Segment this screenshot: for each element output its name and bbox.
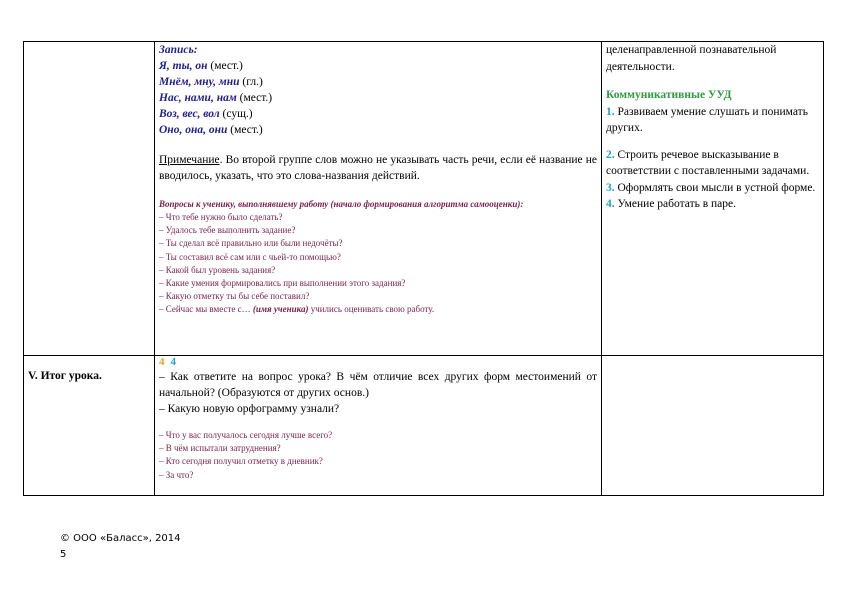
reflection-questions <box>159 429 597 482</box>
list-item: – За что? <box>159 469 194 480</box>
stage-cell: V. Итог урока. <box>24 356 155 496</box>
lesson-table <box>23 41 824 496</box>
list-item: – Какие умения формировались при выполнении этого задания? <box>159 278 406 289</box>
uud-item: 1. Развиваем умение слушать и понимать других. <box>606 105 808 134</box>
uud-block <box>606 42 819 213</box>
record-line: Воз, вес, вол (сущ.) <box>159 108 253 120</box>
questions-title: Вопросы к ученику, выполнявшему работу (начало формирования алгоритма самооценки): <box>159 199 524 209</box>
page-footer <box>60 531 181 563</box>
uud-intro: целенаправленной познавательной деятельности. <box>606 44 777 73</box>
list-item: – В чём испытали затруднения? <box>159 443 281 454</box>
note-text: . Во второй группе слов можно не указывать часть речи, если её название не вводилось, указать, что это слова-названия действий. <box>159 154 597 182</box>
list-item: – Какой был уровень задания? <box>159 264 276 275</box>
questions-list <box>159 211 597 317</box>
record-line: Нас, нами, нам (мест.) <box>159 92 273 104</box>
copyright: © ООО «Баласс», 2014 <box>60 533 181 544</box>
list-item: – Удалось тебе выполнить задание? <box>159 225 296 236</box>
table-row <box>24 356 824 496</box>
page-number: 5 <box>60 549 67 560</box>
uud-item: 3. Оформлять свои мысли в устной форме. <box>606 181 816 194</box>
summary-line: – Как ответите на вопрос урока? В чём отличие всех других форм местоимений от начальной? (Образуются от других основ.) <box>159 371 597 399</box>
list-item: – Ты составил всё сам или с чьей-то помощью? <box>159 251 341 262</box>
record-title: Запись: <box>159 44 198 56</box>
record-line: Мнём, мну, мни (гл.) <box>159 76 263 88</box>
stage-cell-empty <box>24 42 155 356</box>
uud-cell-empty <box>602 356 824 496</box>
list-item: – Что у вас получалось сегодня лучше всего? <box>159 430 333 440</box>
list-item: – Что тебе нужно было сделать? <box>159 212 283 222</box>
table-row <box>24 42 824 356</box>
score-marks <box>159 356 597 369</box>
uud-item: 4. Умение работать в паре. <box>606 198 737 210</box>
list-item: – Сейчас мы вместе с… (имя ученика) учились оценивать свою работу. <box>159 304 435 315</box>
list-item: – Кто сегодня получил отметку в дневник? <box>159 456 323 467</box>
uud-item: 2. Строить речевое высказывание в соответствии с поставленными задачами. <box>606 148 810 177</box>
content-cell <box>155 42 602 356</box>
list-item: – Ты сделал всё правильно или были недочёты? <box>159 238 343 249</box>
note-paragraph <box>159 152 597 184</box>
record-line: Я, ты, он (мест.) <box>159 60 243 72</box>
mark-orange: 4 <box>159 356 165 368</box>
list-item: – Какую отметку ты бы себе поставил? <box>159 291 310 302</box>
record-line: Оно, она, они (мест.) <box>159 124 263 136</box>
uud-title: Коммуникативные УУД <box>606 89 732 101</box>
summary-line: – Какую новую орфограмму узнали? <box>159 403 340 415</box>
note-label: Примечание <box>159 154 220 166</box>
mark-blue: 4 <box>170 356 176 368</box>
uud-cell <box>602 42 824 356</box>
summary-cell <box>155 356 602 496</box>
record-block <box>159 42 597 138</box>
